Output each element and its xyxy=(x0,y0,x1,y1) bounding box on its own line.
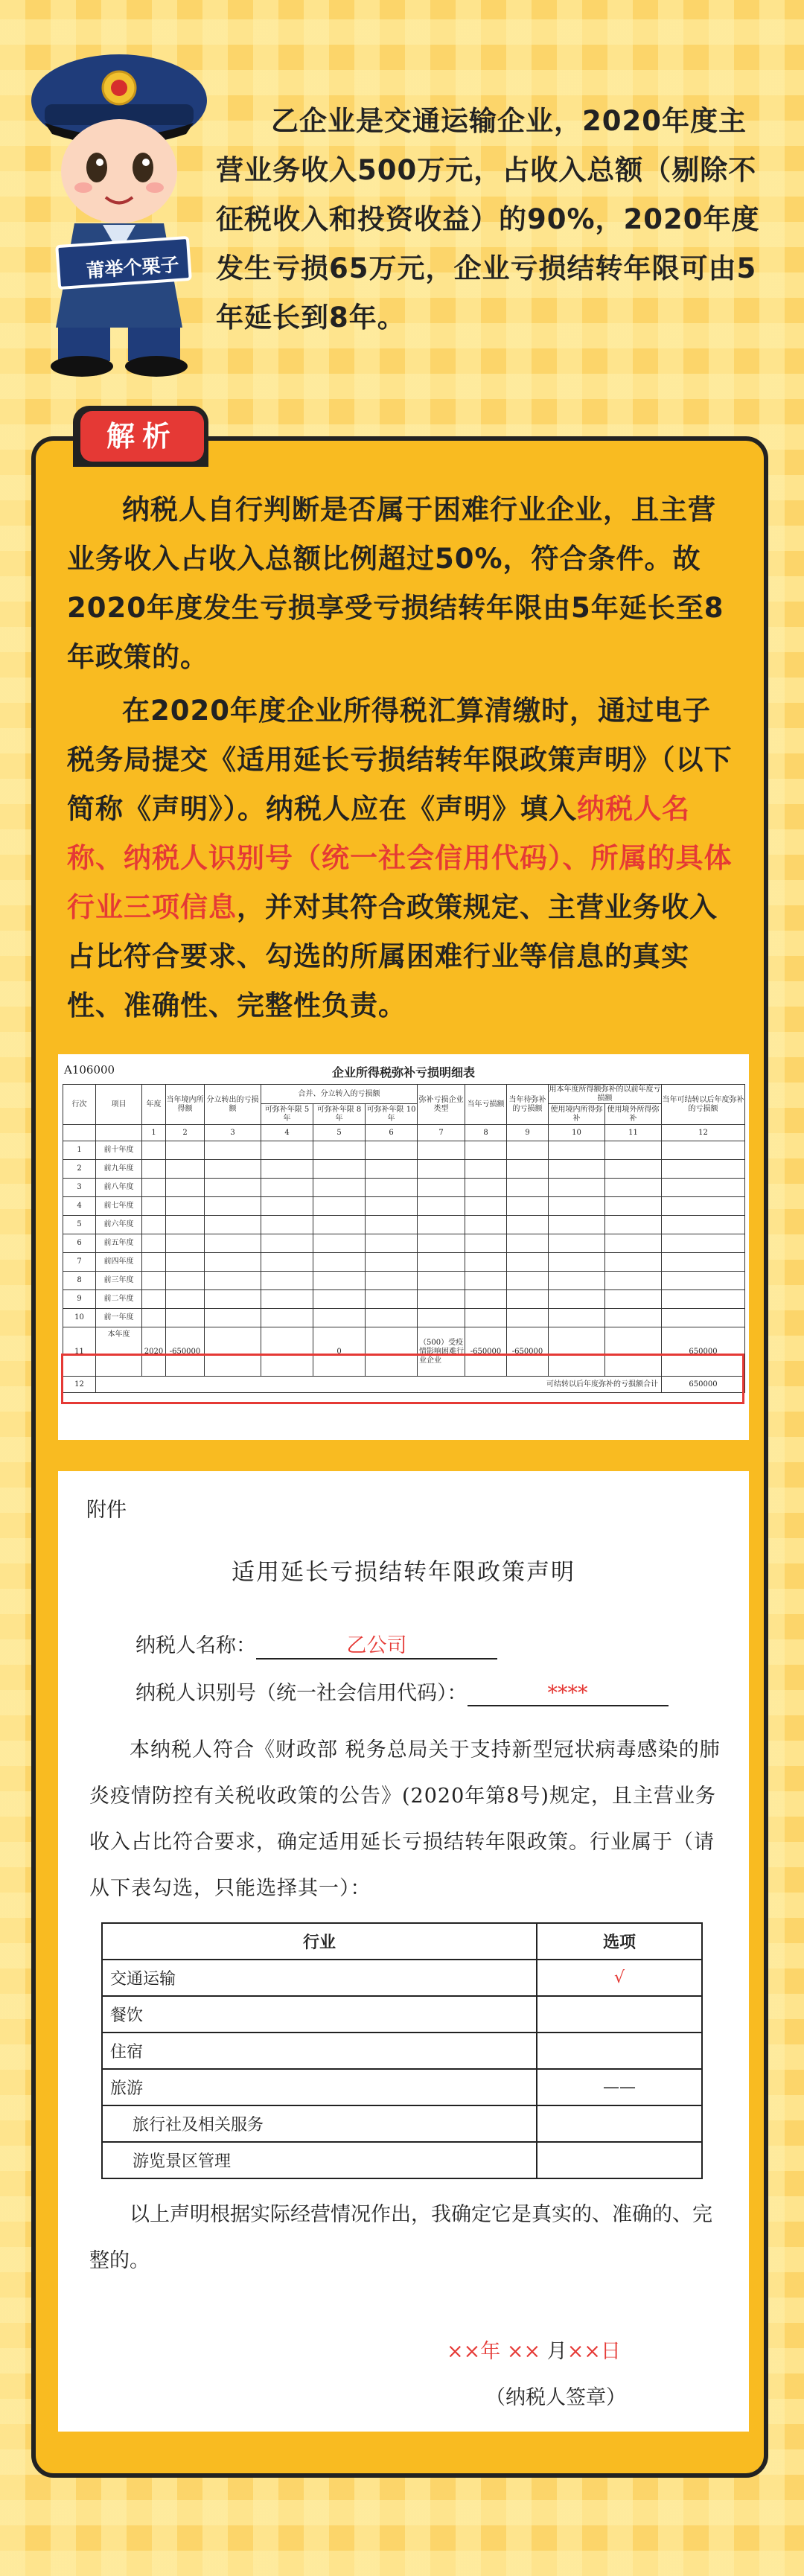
row-no: 4 xyxy=(63,1197,96,1216)
header-c3: 分立转出的亏损额 xyxy=(205,1085,261,1125)
header-c8: 当年亏损额 xyxy=(465,1085,507,1125)
header-c1011: 用本年度所得额弥补的以前年度亏损额 xyxy=(549,1085,661,1103)
form-title: 企业所得税弥补亏损明细表 xyxy=(331,1065,475,1080)
header-year: 年度 xyxy=(142,1085,166,1125)
industry-name: 旅行社及相关服务 xyxy=(102,2105,537,2142)
row-no: 1 xyxy=(63,1141,96,1160)
row-item: 前七年度 xyxy=(96,1197,142,1216)
form-row xyxy=(63,1179,745,1197)
industry-name: 旅游 xyxy=(102,2069,537,2105)
row-item: 前九年度 xyxy=(96,1160,142,1179)
form-code: A106000 xyxy=(64,1063,115,1077)
row-12-no: 12 xyxy=(63,1377,96,1393)
row-11-c8: -650000 xyxy=(465,1327,507,1377)
col-number: 4 xyxy=(261,1125,313,1141)
taxpayer-id-value: **** xyxy=(468,1682,669,1706)
industry-header: 行业 xyxy=(102,1923,537,1960)
col-number: 2 xyxy=(166,1125,205,1141)
row-11-no: 11 xyxy=(63,1327,96,1377)
col-number: 7 xyxy=(418,1125,465,1141)
row-item: 前十年度 xyxy=(96,1141,142,1160)
col-number: 5 xyxy=(313,1125,366,1141)
industry-row xyxy=(102,2033,702,2069)
row-no: 7 xyxy=(63,1253,96,1272)
industry-option-checkbox[interactable] xyxy=(537,2142,702,2178)
col-number: 6 xyxy=(366,1125,418,1141)
col-number: 10 xyxy=(549,1125,605,1141)
industry-name: 交通运输 xyxy=(102,1960,537,1996)
industry-row xyxy=(102,2069,702,2105)
row-no: 10 xyxy=(63,1309,96,1327)
header-c4: 可弥补年限 5 年 xyxy=(261,1104,313,1125)
row-no: 5 xyxy=(63,1216,96,1234)
row-11-item: 本年度 xyxy=(96,1327,142,1377)
industry-name: 餐饮 xyxy=(102,1996,537,2033)
row-12-label: 可结转以后年度弥补的亏损额合计 xyxy=(96,1377,662,1393)
industry-table xyxy=(101,1922,703,2179)
row-12-value: 650000 xyxy=(662,1377,745,1393)
row-11-year: 2020 xyxy=(142,1327,166,1377)
declaration-date xyxy=(447,2335,621,2364)
row-11-highlight-box xyxy=(61,1354,744,1404)
col-number: 11 xyxy=(605,1125,662,1141)
paragraph-2-text-b: ，并对其符合政策规定、主营业务收入占比符合要求、勾选的所属困难行业等信息的真实性、准确性、完整性负责。 xyxy=(67,891,718,1021)
taxpayer-name-line xyxy=(135,1629,497,1660)
row-11-c7: （500）受疫情影响困难行业企业 xyxy=(418,1327,465,1377)
form-row xyxy=(63,1197,745,1216)
row-item: 前四年度 xyxy=(96,1253,142,1272)
industry-option-checkbox[interactable]: √ xyxy=(537,1960,702,1996)
declaration-body: 本纳税人符合《财政部 税务总局关于支持新型冠状病毒感染的肺炎疫情防控有关税收政策的公告》(2020年第8号)规定，且主营业务收入占比符合要求，确定适用延长亏损结转年限政策。行业属于（请从下表勾选，只能选择其一）： xyxy=(89,1738,721,1900)
row-no: 2 xyxy=(63,1160,96,1179)
declaration-closing: 以上声明根据实际经营情况作出，我确定它是真实的、准确的、完整的。 xyxy=(89,2203,712,2272)
industry-name: 游览景区管理 xyxy=(102,2142,537,2178)
form-row xyxy=(63,1272,745,1290)
example-intro-text: 乙企业是交通运输企业，2020年度主营业务收入500万元，占收入总额（剔除不征税收入和投资收益）的90%，2020年度发生亏损65万元，企业亏损结转年限可由5年延长到8年。 xyxy=(216,105,760,334)
row-11-c2: -650000 xyxy=(166,1327,205,1377)
industry-option-checkbox[interactable] xyxy=(537,2033,702,2069)
header-c12: 当年可结转以后年度弥补的亏损额 xyxy=(662,1085,745,1125)
industry-row xyxy=(102,1960,702,1996)
col-number: 3 xyxy=(205,1125,261,1141)
date-year: ××年 xyxy=(447,2340,501,2363)
taxpayer-name-value: 乙公司 xyxy=(256,1629,497,1660)
taxpayer-name-label: 纳税人名称： xyxy=(135,1634,256,1657)
row-item: 前二年度 xyxy=(96,1290,142,1309)
header-c2: 当年境内所得额 xyxy=(166,1085,205,1125)
row-item: 前五年度 xyxy=(96,1234,142,1253)
header-c9: 当年待弥补的亏损额 xyxy=(507,1085,549,1125)
declaration-title: 适用延长亏损结转年限政策声明 xyxy=(232,1559,575,1586)
loss-offset-form xyxy=(58,1054,749,1440)
col-number: 1 xyxy=(142,1125,166,1141)
form-row xyxy=(63,1290,745,1309)
industry-option-checkbox[interactable]: —— xyxy=(537,2069,702,2105)
industry-option-checkbox[interactable] xyxy=(537,1996,702,2033)
loss-offset-table xyxy=(63,1084,745,1393)
row-no: 9 xyxy=(63,1290,96,1309)
col-number: 12 xyxy=(662,1125,745,1141)
row-no: 3 xyxy=(63,1179,96,1197)
row-item: 前六年度 xyxy=(96,1216,142,1234)
analysis-tab-label: 解析 xyxy=(80,411,204,462)
taxpayer-id-line xyxy=(135,1677,669,1706)
form-row xyxy=(63,1160,745,1179)
header-c6: 可弥补年限 10 年 xyxy=(366,1104,418,1125)
row-item: 前八年度 xyxy=(96,1179,142,1197)
paragraph-2-text-a: 在2020年度企业所得税汇算清缴时，通过电子税务局提交《适用延长亏损结转年限政策声明》（以下简称《声明》）。纳税人应在《声明》填入 xyxy=(67,695,733,825)
mascot-sign-text: 莆举个栗子 xyxy=(85,253,180,282)
option-header: 选项 xyxy=(537,1923,702,1960)
header-item: 项目 xyxy=(96,1085,142,1125)
header-c456: 合并、分立转入的亏损额 xyxy=(261,1085,418,1104)
date-day: ××日 xyxy=(567,2340,621,2363)
analysis-paragraph-2 xyxy=(67,686,737,1030)
col-number: 8 xyxy=(465,1125,507,1141)
date-month: ×× xyxy=(506,2340,541,2363)
row-item: 前一年度 xyxy=(96,1309,142,1327)
form-row xyxy=(63,1216,745,1234)
header-c10: 使用境内所得弥补 xyxy=(549,1104,605,1125)
row-item: 前三年度 xyxy=(96,1272,142,1290)
declaration-document xyxy=(58,1471,749,2432)
row-11-c9: -650000 xyxy=(507,1327,549,1377)
row-11-c12: 650000 xyxy=(662,1327,745,1377)
industry-row xyxy=(102,2105,702,2142)
form-row xyxy=(63,1234,745,1253)
industry-row xyxy=(102,2142,702,2178)
header-row-no: 行次 xyxy=(63,1085,96,1125)
taxpayer-signature: （纳税人签章） xyxy=(485,2386,626,2409)
header-c5: 可弥补年限 8 年 xyxy=(313,1104,366,1125)
industry-option-checkbox[interactable] xyxy=(537,2105,702,2142)
analysis-paragraph-1: 纳税人自行判断是否属于困难行业企业，且主营业务收入占收入总额比例超过50%，符合条件。故2020年度发生亏损享受亏损结转年限由5年延长至8年政策的。 xyxy=(67,494,724,673)
industry-name: 住宿 xyxy=(102,2033,537,2069)
row-11-c5: 0 xyxy=(313,1327,366,1377)
attachment-label: 附件 xyxy=(86,1499,127,1522)
police-mascot-illustration xyxy=(15,30,231,380)
row-no: 8 xyxy=(63,1272,96,1290)
industry-row xyxy=(102,1996,702,2033)
taxpayer-id-label: 纳税人识别号（统一社会信用代码）： xyxy=(135,1682,468,1705)
header-c7: 弥补亏损企业类型 xyxy=(418,1085,465,1125)
paragraph-2-highlight: 纳税人名称、纳税人识别号（统一社会信用代码）、所属的具体行业三项信息 xyxy=(67,793,733,923)
form-row xyxy=(63,1309,745,1327)
row-no: 6 xyxy=(63,1234,96,1253)
header-c11: 使用境外所得弥补 xyxy=(605,1104,662,1125)
date-month-label: 月 xyxy=(546,2340,567,2363)
form-row xyxy=(63,1141,745,1160)
col-number: 9 xyxy=(507,1125,549,1141)
form-row xyxy=(63,1253,745,1272)
